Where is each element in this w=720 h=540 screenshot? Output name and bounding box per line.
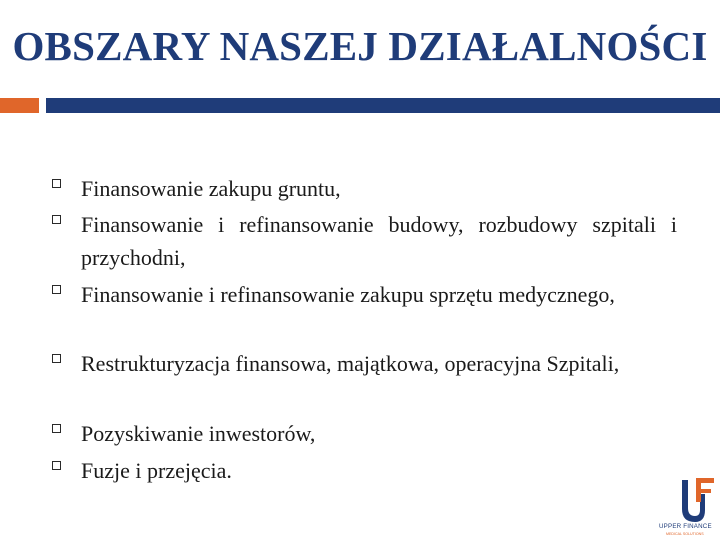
title-underline-bar [46,98,720,113]
square-bullet-icon [52,424,61,433]
list-item-text: Restrukturyzacja finansowa, majątkowa, operacyjna Szpitali, [81,351,620,376]
square-bullet-icon [52,179,61,188]
list-item-text: Finansowanie i refinansowanie zakupu sprzętu medycznego, [81,282,615,307]
slide-title: OBSZARY NASZEJ DZIAŁALNOŚCI [12,23,708,69]
square-bullet-icon [52,215,61,224]
list-item-text: Pozyskiwanie inwestorów, [81,421,316,446]
title-accent-bar [0,98,39,113]
logo-tagline: MEDICAL SOLUTIONS [666,532,704,536]
logo-name: UPPER FINANCE [659,523,712,530]
square-bullet-icon [52,354,61,363]
square-bullet-icon [52,285,61,294]
list-item-text: Finansowanie zakupu gruntu, [81,176,341,201]
square-bullet-icon [52,461,61,470]
list-item-text: Finansowanie i refinansowanie budowy, rozbudowy szpitali i przychodni, [81,212,677,270]
list-item-text: Fuzje i przejęcia. [81,458,232,483]
